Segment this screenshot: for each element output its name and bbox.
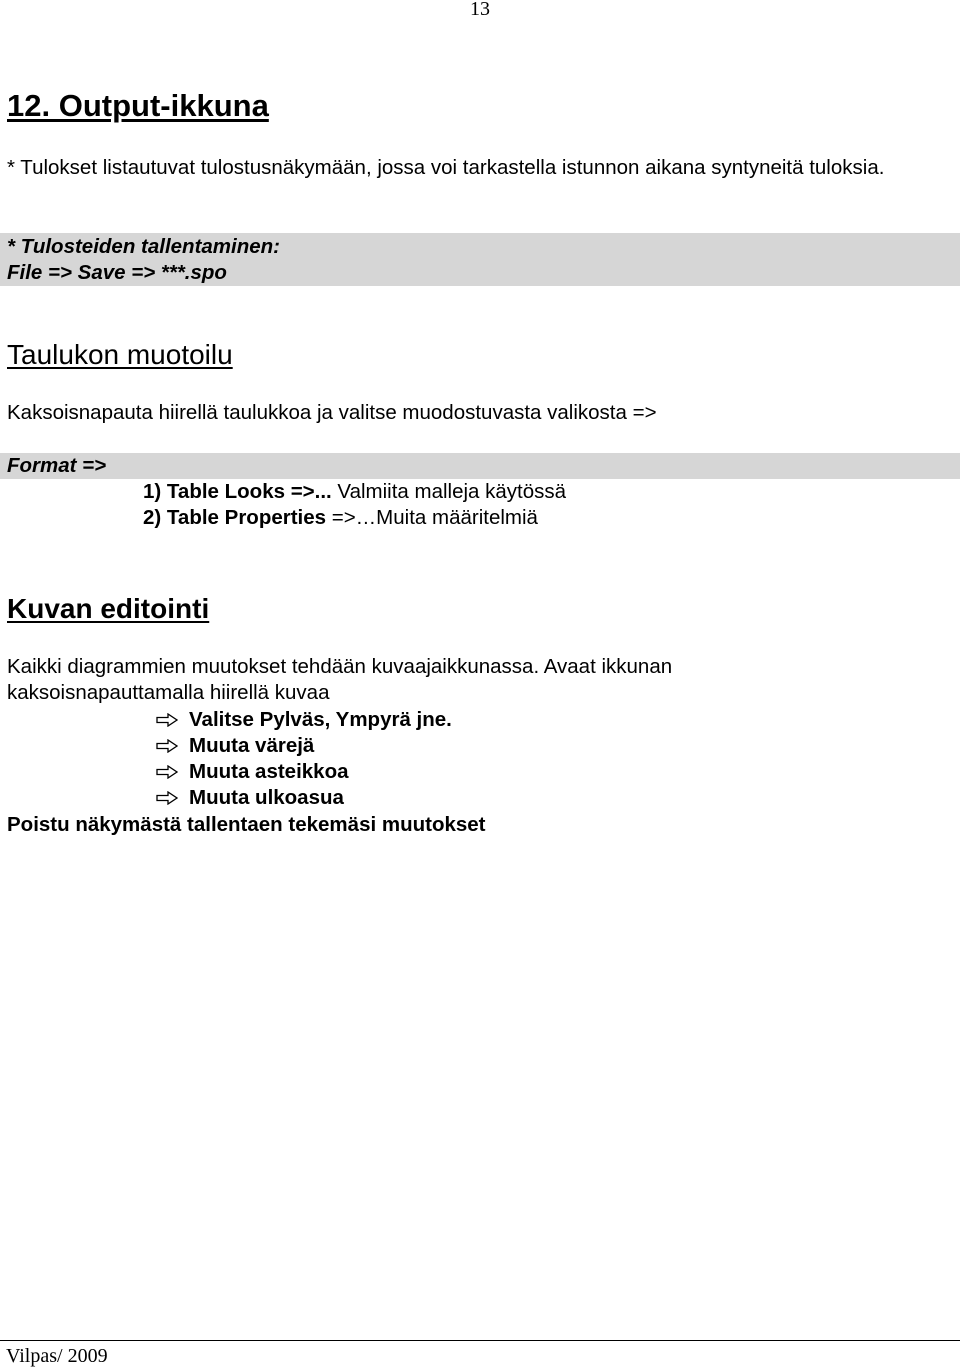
list-item-label: Muuta värejä xyxy=(189,734,315,757)
closing-instruction: Poistu näkymästä tallentaen tekemäsi muutokset xyxy=(7,813,486,836)
image-edit-text-line2: kaksoisnapauttamalla hiirellä kuvaa xyxy=(7,681,330,704)
arrow-right-outline-icon xyxy=(156,765,178,779)
save-path: File => Save => ***.spo xyxy=(7,261,227,284)
output-intro-text: * Tulokset listautuvat tulostusnäkymään, jossa voi tarkastella istunnon aikana syntyneitä tuloksia. xyxy=(7,156,885,179)
image-edit-text-line1: Kaikki diagrammien muutokset tehdään kuvaajaikkunassa. Avaat ikkunan xyxy=(7,655,673,678)
table-option-desc: =>…Muita määritelmiä xyxy=(326,506,538,529)
save-label: * Tulosteiden tallentaminen: xyxy=(7,235,280,258)
section-title-image: Kuvan editointi xyxy=(7,593,210,624)
arrow-right-outline-icon xyxy=(156,713,178,727)
section-title-output: 12. Output-ikkuna xyxy=(7,88,269,123)
list-item xyxy=(156,733,314,759)
list-item xyxy=(156,707,452,733)
table-instruction-text: Kaksoisnapauta hiirellä taulukkoa ja valitse muodostuvasta valikosta => xyxy=(7,401,657,424)
list-item xyxy=(156,785,344,811)
table-option-label: 1) Table Looks =>... xyxy=(143,480,332,503)
arrow-right-outline-icon xyxy=(156,739,178,753)
list-item-label: Muuta asteikkoa xyxy=(189,760,349,783)
table-option-desc: Valmiita malleja käytössä xyxy=(331,480,567,503)
table-option-looks xyxy=(143,479,566,505)
section-title-table: Taulukon muotoilu xyxy=(7,339,233,370)
list-item-label: Valitse Pylväs, Ympyrä jne. xyxy=(189,708,452,731)
list-item xyxy=(156,759,349,785)
footer-text: Vilpas/ 2009 xyxy=(6,1345,108,1367)
footer-divider xyxy=(0,1340,960,1341)
table-option-label: 2) Table Properties xyxy=(143,506,327,529)
arrow-right-outline-icon xyxy=(156,791,178,805)
page-number: 13 xyxy=(470,0,490,20)
format-highlight-box xyxy=(0,453,960,479)
list-item-label: Muuta ulkoasua xyxy=(189,786,344,809)
table-option-properties xyxy=(143,505,538,531)
format-label: Format => xyxy=(7,454,107,477)
